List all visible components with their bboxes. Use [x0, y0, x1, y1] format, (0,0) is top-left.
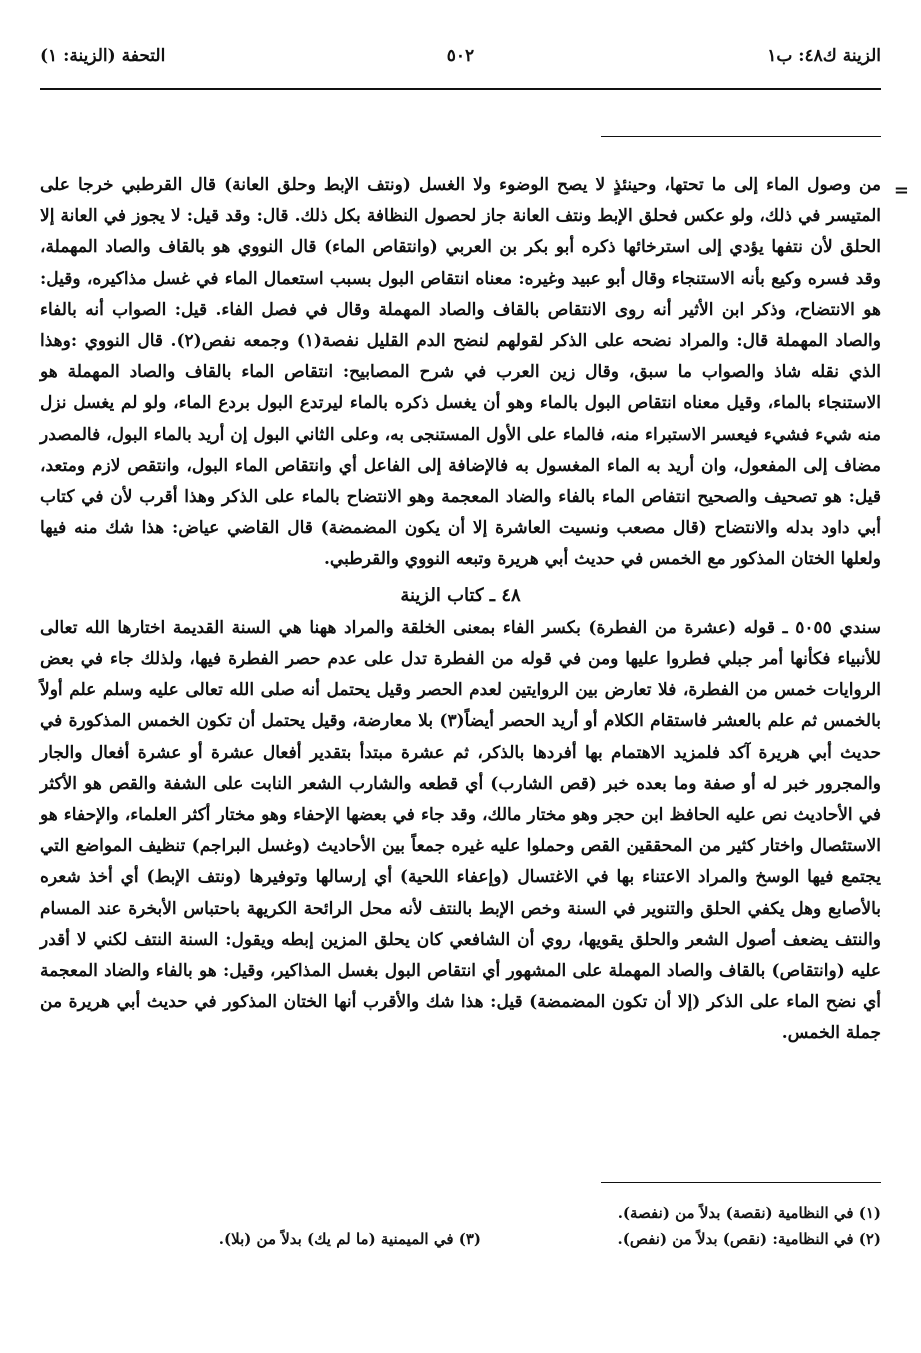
- footnote-rule: [601, 1182, 881, 1183]
- footnote-row: [40, 1226, 881, 1252]
- chapter-commentary: سندي ٥٠٥٥ ـ قوله (عشرة من الفطرة) بكسر الفاء بمعنى الخلقة والمراد ههنا هي السنة القديمة اختارها الله تعالى للأنبياء فكأنها أمر جبلي فطروا عليها ومن في قوله من الفطرة تدل على عدم حصر الفطرة فيها، ولذلك جاء في بعض الروايات خمس من الفطرة، فلا تعارض بين الروايتين لعدم الحصر وقيل يحتمل أنه صلى الله تعالى عليه وسلم علم أولاً بالخمس ثم علم بالعشر فاستقام الكلام أو أريد الحصر أيضاً(٣) بلا معارضة، وقيل يحتمل أن تكون الخمس المذكورة في حديث أبي هريرة آكد فلمزيد الاهتمام بها أفردها بالذكر، ثم عشرة مبتدأ بتقدير أفعال عشرة أو عشرة أفعال والجار والمجرور خبر له أو صفة وما بعده خبر (قص الشارب) أي قطعه والشارب الشعر النابت على الشفة والقص هو الأكثر في الأحاديث نص عليه الحافظ ابن حجر وهو مختار مالك، وقد جاء في بعضها الإحفاء وهو مختار أكثر العلماء، والإحفاء هو الاستئصال واختار كثير من المحققين القص وحملوا عليه غيره جمعاً بين الأحاديث (وغسل البراجم) تنظيف المواضع التي يجتمع فيها الوسخ والمراد الاعتناء بها في الاغتسال (وإعفاء اللحية) أي إرسالها وتوفيرها (ونتف الإبط) أي أخذ شعره بالأصابع وهل يكفي الحلق والتنوير في السنة وخص الإبط بالنتف لأنه محل الرائحة الكريهة باحتباس الأبخرة عند المسام والنتف يضعف أصول الشعر والحلق يقويها، روي أن الشافعي كان يحلق المزين إبطه ويقول: السنة النتف لكني لا أقدر عليه (وانتقاص) بالقاف والصاد المهملة على المشهور أي انتقاص البول بغسل المذاكير، وقيل: هو بالفاء والضاد المعجمة أي نضح الماء على الذكر (إلا أن تكون المضمضة) قيل: هذا شك والأقرب أنها الختان المذكور في حديث أبي هريرة من جملة الخمس.: [40, 617, 881, 1044]
- footnotes: [40, 1200, 881, 1252]
- header-book-ref: التحفة (الزينة: ١): [40, 46, 166, 66]
- page-header: [40, 42, 881, 76]
- separator-rule: [601, 136, 881, 137]
- continuation-mark: =: [893, 180, 909, 201]
- footnote-2: (٢) في النظامية: (نقص) بدلاً من (نفص).: [617, 1230, 881, 1248]
- footnote-1: (١) في النظامية (نقصة) بدلاً من (نفصة).: [617, 1204, 881, 1222]
- main-text: [40, 170, 881, 1050]
- document-page: [40, 0, 909, 1353]
- commentary-paragraph: من وصول الماء إلى ما تحتها، وحينئذٍ لا يصح الوضوء ولا الغسل (ونتف الإبط وحلق العانة) قال القرطبي خرجا على المتيسر في ذلك، ولو عكس فحلق الإبط ونتف العانة جاز لحصول النظافة بكل ذلك. قال: وقد قيل: لا يجوز في العانة إلا الحلق لأن نتفها يؤدي إلى استرخائها ذكره أبو بكر بن العربي (وانتقاص الماء) قال النووي هو بالقاف والصاد المهملة، وقد فسره وكيع بأنه الاستنجاء وقال أبو عبيد وغيره: معناه انتقاص البول بسبب استعمال الماء في غسل مذاكيره، وقيل: هو الانتضاح، وذكر ابن الأثير أنه روى الانتقاص بالقاف والصاد المهملة وقال في فصل الفاء. قيل: الصواب أنه بالفاء والصاد المهملة قال: والمراد نضحه على الذكر لقولهم لنضح الدم القليل نفصة(١) وجمعه نفص(٢). قال النووي :وهذا الذي نقله شاذ والصواب ما سبق، وقال زين العرب في شرح المصابيح: انتقاص الماء بالقاف والصاد المهملة هو الاستنجاء بالماء، وقيل معناه انتقاص البول بالماء وهو أن يغسل ذكره بالماء ليرتدع البول بردع الماء، ولو لم يغسل نزل منه شيء فشيء فيعسر الاستبراء منه، فالماء على الأول المستنجى به، وعلى الثاني البول إن أريد بالماء البول، فالمصدر مضاف إلى المفعول، وان أريد به الماء المغسول به فالإضافة إلى الفاعل أي وانتقاص الماء البول، وانتقص لازم ومتعد، قيل: هو تصحيف والصحيح انتفاص الماء بالفاء والضاد المعجمة وهو الانتضاح بالماء على الذكر وهذا أقرب لأن في كتاب أبي داود بدله والانتضاح (قال مصعب ونسيت العاشرة إلا أن يكون المضمضة) قال القاضي عياض: هذا شك منه فيها ولعلها الختان المذكور مع الخمس في حديث أبي هريرة وتبعه النووي والقرطبي.: [40, 175, 881, 570]
- footnote-3: (٣) في الميمنية (ما لم يك) بدلاً من (بلا).: [218, 1230, 481, 1248]
- chapter-heading: ٤٨ ـ كتاب الزينة: [400, 584, 521, 606]
- header-section-ref: الزينة ك٤٨: ب١: [767, 46, 881, 66]
- header-rule: [40, 88, 881, 90]
- page-number: ٥٠٢: [446, 46, 475, 66]
